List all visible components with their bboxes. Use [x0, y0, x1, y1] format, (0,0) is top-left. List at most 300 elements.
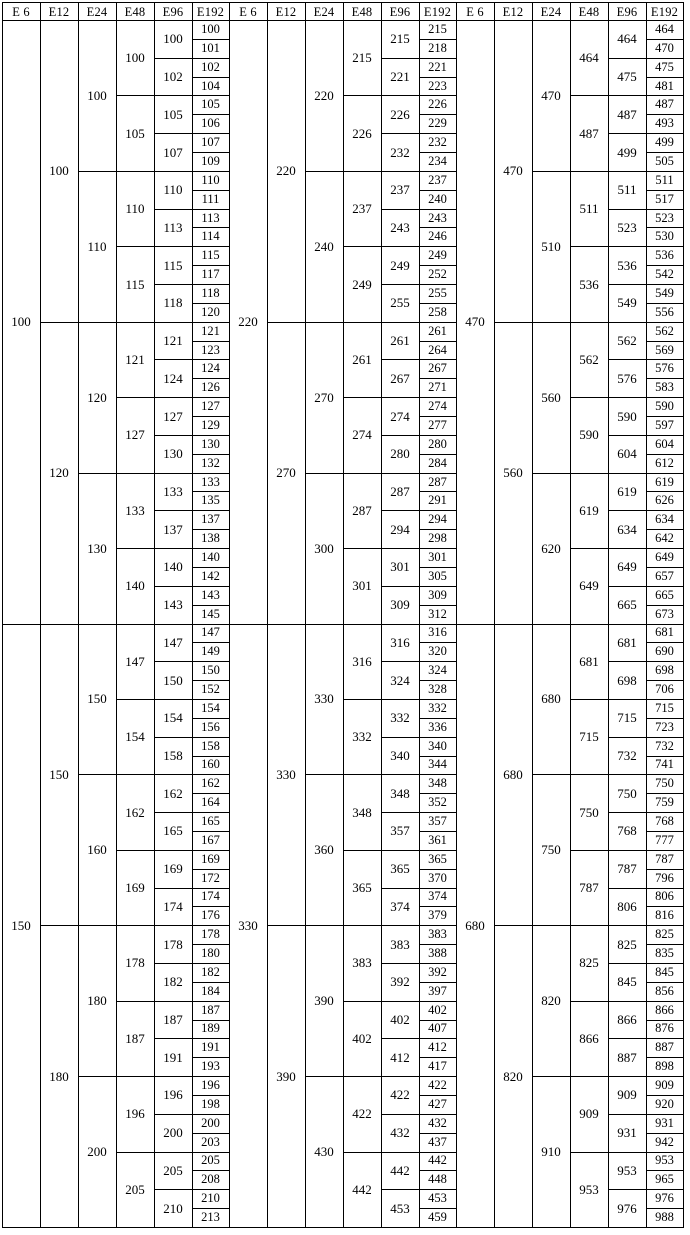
- e192-cell: 246: [428, 229, 447, 244]
- e48-cell: 536: [579, 276, 599, 292]
- header-e96: E96: [389, 4, 411, 19]
- e192-cell: 198: [201, 1096, 220, 1111]
- e96-cell: 249: [390, 257, 410, 273]
- e6-cell: 680: [465, 917, 485, 933]
- e192-row-divider: [192, 1020, 230, 1021]
- e192-row-divider: [419, 548, 457, 549]
- e192-cell: 665: [655, 587, 674, 602]
- e192-cell: 102: [201, 59, 220, 74]
- e96-cell: 348: [390, 785, 410, 801]
- e192-cell: 264: [428, 342, 447, 357]
- e192-cell: 147: [201, 625, 220, 640]
- e192-row-divider: [419, 1208, 457, 1209]
- e24-cell: 560: [541, 389, 561, 405]
- e192-row-divider: [419, 1076, 457, 1077]
- e24-cell: 180: [87, 993, 107, 1009]
- e192-row-divider: [646, 152, 684, 153]
- e192-cell: 145: [201, 606, 220, 621]
- e192-row-divider: [192, 888, 230, 889]
- e48-cell: 133: [125, 502, 145, 518]
- e192-cell: 422: [428, 1078, 447, 1093]
- e192-cell: 178: [201, 927, 220, 942]
- e96-cell: 732: [617, 748, 637, 764]
- e48-cell: 301: [352, 578, 372, 594]
- e192-cell: 174: [201, 889, 220, 904]
- e192-row-divider: [646, 284, 684, 285]
- e192-cell: 612: [655, 455, 674, 470]
- column-divider: [305, 2, 306, 1228]
- e96-cell: 287: [390, 483, 410, 499]
- e192-row-divider: [419, 812, 457, 813]
- e192-cell: 160: [201, 757, 220, 772]
- e96-cell: 309: [390, 597, 410, 613]
- e192-row-divider: [192, 95, 230, 96]
- e192-cell: 511: [655, 172, 674, 187]
- e192-cell: 649: [655, 549, 674, 564]
- column-divider: [456, 2, 457, 1228]
- e192-cell: 352: [428, 795, 447, 810]
- e24-cell: 680: [541, 691, 561, 707]
- e192-row-divider: [419, 473, 457, 474]
- e192-cell: 392: [428, 964, 447, 979]
- e96-cell: 301: [390, 559, 410, 575]
- e192-row-divider: [646, 605, 684, 606]
- e192-row-divider: [646, 1152, 684, 1153]
- e24-cell: 270: [314, 389, 334, 405]
- e96-cell: 619: [617, 483, 637, 499]
- e12-cell: 390: [276, 1068, 296, 1084]
- e192-row-divider: [646, 718, 684, 719]
- e96-cell: 165: [163, 823, 183, 839]
- e192-cell: 234: [428, 153, 447, 168]
- e192-row-divider: [646, 642, 684, 643]
- e48-cell: 511: [579, 201, 599, 217]
- e48-cell: 590: [579, 427, 599, 443]
- header-e6: E 6: [239, 4, 257, 19]
- e48-cell: 825: [579, 955, 599, 971]
- e96-cell: 169: [163, 861, 183, 877]
- e192-cell: 149: [201, 644, 220, 659]
- e24-cell: 100: [87, 87, 107, 103]
- e192-row-divider: [646, 359, 684, 360]
- e192-cell: 626: [655, 493, 674, 508]
- e96-cell: 953: [617, 1162, 637, 1178]
- column-divider: [267, 2, 268, 1228]
- e192-row-divider: [192, 397, 230, 398]
- e96-cell: 127: [163, 408, 183, 424]
- e96-cell: 150: [163, 672, 183, 688]
- e192-row-divider: [646, 1170, 684, 1171]
- e192-cell: 348: [428, 776, 447, 791]
- e96-cell: 174: [163, 898, 183, 914]
- e192-cell: 232: [428, 135, 447, 150]
- e192-cell: 143: [201, 587, 220, 602]
- e192-row-divider: [192, 1057, 230, 1058]
- column-divider: [494, 2, 495, 1228]
- e192-row-divider: [192, 341, 230, 342]
- e192-row-divider: [419, 642, 457, 643]
- e96-cell: 280: [390, 446, 410, 462]
- e192-cell: 101: [201, 40, 220, 55]
- e192-cell: 100: [201, 21, 220, 36]
- e192-cell: 475: [655, 59, 674, 74]
- e192-cell: 361: [428, 832, 447, 847]
- e192-cell: 768: [655, 814, 674, 829]
- e192-row-divider: [419, 114, 457, 115]
- e192-row-divider: [646, 529, 684, 530]
- e192-cell: 590: [655, 399, 674, 414]
- e192-cell: 114: [201, 229, 220, 244]
- e96-cell: 118: [163, 295, 183, 311]
- e192-cell: 111: [201, 191, 220, 206]
- e192-row-divider: [419, 888, 457, 889]
- e192-cell: 453: [428, 1191, 447, 1206]
- e192-cell: 427: [428, 1096, 447, 1111]
- e192-row-divider: [192, 1208, 230, 1209]
- e192-row-divider: [646, 95, 684, 96]
- e96-cell: 453: [390, 1200, 410, 1216]
- e192-cell: 240: [428, 191, 447, 206]
- e192-cell: 965: [655, 1172, 674, 1187]
- e192-cell: 673: [655, 606, 674, 621]
- e48-cell: 316: [352, 653, 372, 669]
- e192-cell: 920: [655, 1096, 674, 1111]
- e192-row-divider: [419, 1114, 457, 1115]
- e192-row-divider: [419, 1038, 457, 1039]
- e192-row-divider: [646, 341, 684, 342]
- e192-row-divider: [646, 586, 684, 587]
- e192-cell: 142: [201, 568, 220, 583]
- e192-cell: 113: [201, 210, 220, 225]
- e192-row-divider: [646, 454, 684, 455]
- e192-row-divider: [646, 209, 684, 210]
- e192-row-divider: [646, 548, 684, 549]
- e192-row-divider: [192, 303, 230, 304]
- e192-cell: 787: [655, 851, 674, 866]
- e192-row-divider: [646, 303, 684, 304]
- e192-cell: 124: [201, 361, 220, 376]
- e192-row-divider: [192, 473, 230, 474]
- e192-cell: 706: [655, 682, 674, 696]
- e12-cell: 560: [503, 465, 523, 481]
- e192-row-divider: [646, 774, 684, 775]
- e192-cell: 442: [428, 1153, 447, 1168]
- e192-cell: 152: [201, 682, 220, 696]
- e96-cell: 806: [617, 898, 637, 914]
- header-e24: E24: [540, 4, 562, 19]
- e24-cell: 220: [314, 87, 334, 103]
- e192-row-divider: [646, 171, 684, 172]
- e48-cell: 866: [579, 1030, 599, 1046]
- e48-cell: 147: [125, 653, 145, 669]
- e192-row-divider: [646, 1057, 684, 1058]
- e192-row-divider: [192, 190, 230, 191]
- e192-row-divider: [192, 322, 230, 323]
- e192-row-divider: [646, 77, 684, 78]
- e192-cell: 898: [655, 1059, 674, 1074]
- e192-cell: 243: [428, 210, 447, 225]
- e48-cell: 909: [579, 1106, 599, 1122]
- e24-cell: 510: [541, 238, 561, 254]
- e192-row-divider: [192, 1038, 230, 1039]
- e24-cell: 430: [314, 1144, 334, 1160]
- e48-cell: 226: [352, 125, 372, 141]
- e192-row-divider: [646, 510, 684, 511]
- e192-row-divider: [646, 1038, 684, 1039]
- e192-row-divider: [419, 906, 457, 907]
- e192-cell: 383: [428, 927, 447, 942]
- e12-cell: 100: [49, 163, 69, 179]
- e96-cell: 365: [390, 861, 410, 877]
- header-e48: E48: [578, 4, 600, 19]
- e192-row-divider: [419, 359, 457, 360]
- e192-cell: 604: [655, 436, 674, 451]
- e192-cell: 221: [428, 59, 447, 74]
- e96-cell: 205: [163, 1162, 183, 1178]
- e192-row-divider: [192, 605, 230, 606]
- e192-row-divider: [192, 77, 230, 78]
- e192-cell: 336: [428, 719, 447, 734]
- e192-row-divider: [419, 152, 457, 153]
- e192-row-divider: [192, 1133, 230, 1134]
- e96-cell: 432: [390, 1125, 410, 1141]
- e192-cell: 138: [201, 531, 220, 546]
- e96-cell: 267: [390, 370, 410, 386]
- e192-row-divider: [419, 567, 457, 568]
- e192-row-divider: [419, 39, 457, 40]
- e192-row-divider: [192, 265, 230, 266]
- e192-row-divider: [192, 982, 230, 983]
- e48-cell: 422: [352, 1106, 372, 1122]
- e192-row-divider: [646, 737, 684, 738]
- e96-cell: 698: [617, 672, 637, 688]
- e192-row-divider: [419, 435, 457, 436]
- e6-cell: 330: [238, 917, 258, 933]
- e192-row-divider: [192, 114, 230, 115]
- e192-cell: 866: [655, 1002, 674, 1017]
- e192-row-divider: [192, 850, 230, 851]
- e192-row-divider: [192, 737, 230, 738]
- e192-row-divider: [419, 1095, 457, 1096]
- e192-cell: 167: [201, 832, 220, 847]
- e96-cell: 133: [163, 483, 183, 499]
- e48-cell: 187: [125, 1030, 145, 1046]
- e192-row-divider: [192, 491, 230, 492]
- e48-cell: 442: [352, 1181, 372, 1197]
- e24-cell: 240: [314, 238, 334, 254]
- e192-row-divider: [419, 925, 457, 926]
- e12-cell: 820: [503, 1068, 523, 1084]
- e192-row-divider: [419, 397, 457, 398]
- e192-cell: 374: [428, 889, 447, 904]
- e192-row-divider: [192, 246, 230, 247]
- e96-cell: 383: [390, 936, 410, 952]
- e96-cell: 140: [163, 559, 183, 575]
- e192-row-divider: [419, 963, 457, 964]
- e192-row-divider: [419, 227, 457, 228]
- e192-row-divider: [192, 378, 230, 379]
- e192-row-divider: [192, 624, 230, 625]
- e192-row-divider: [646, 58, 684, 59]
- e192-cell: 437: [428, 1134, 447, 1149]
- e192-row-divider: [192, 171, 230, 172]
- e192-cell: 298: [428, 531, 447, 546]
- e192-row-divider: [419, 1020, 457, 1021]
- e192-cell: 681: [655, 625, 674, 640]
- e192-cell: 750: [655, 776, 674, 791]
- e96-cell: 274: [390, 408, 410, 424]
- e192-cell: 287: [428, 474, 447, 489]
- e192-row-divider: [192, 1076, 230, 1077]
- e96-cell: 825: [617, 936, 637, 952]
- e24-cell: 110: [87, 238, 107, 254]
- e192-row-divider: [419, 699, 457, 700]
- header-e6: E 6: [12, 4, 30, 19]
- e192-row-divider: [646, 1114, 684, 1115]
- e192-row-divider: [646, 680, 684, 681]
- e96-cell: 232: [390, 144, 410, 160]
- e192-cell: 619: [655, 474, 674, 489]
- e192-row-divider: [646, 378, 684, 379]
- e192-cell: 205: [201, 1153, 220, 1168]
- e96-cell: 255: [390, 295, 410, 311]
- e96-cell: 422: [390, 1087, 410, 1103]
- e192-row-divider: [192, 699, 230, 700]
- e192-cell: 536: [655, 248, 674, 263]
- e192-cell: 448: [428, 1172, 447, 1187]
- e192-cell: 909: [655, 1078, 674, 1093]
- e192-cell: 931: [655, 1115, 674, 1130]
- e192-row-divider: [646, 906, 684, 907]
- e192-cell: 412: [428, 1040, 447, 1055]
- e48-cell: 261: [352, 351, 372, 367]
- e192-row-divider: [192, 152, 230, 153]
- e48-cell: 127: [125, 427, 145, 443]
- e192-cell: 856: [655, 983, 674, 998]
- e96-cell: 464: [617, 31, 637, 47]
- e192-cell: 164: [201, 795, 220, 810]
- e192-cell: 542: [655, 267, 674, 282]
- e192-row-divider: [646, 850, 684, 851]
- e192-cell: 481: [655, 78, 674, 93]
- e48-cell: 274: [352, 427, 372, 443]
- header-e48: E48: [351, 4, 373, 19]
- e192-row-divider: [192, 906, 230, 907]
- e48-cell: 154: [125, 729, 145, 745]
- header-e24: E24: [86, 4, 108, 19]
- e48-cell: 115: [125, 276, 145, 292]
- e96-cell: 549: [617, 295, 637, 311]
- e192-cell: 487: [655, 97, 674, 112]
- e192-cell: 104: [201, 78, 220, 93]
- e192-row-divider: [419, 605, 457, 606]
- e192-row-divider: [192, 529, 230, 530]
- e192-row-divider: [646, 227, 684, 228]
- e192-row-divider: [419, 1152, 457, 1153]
- e192-cell: 284: [428, 455, 447, 470]
- e192-cell: 698: [655, 663, 674, 678]
- e192-cell: 777: [655, 832, 674, 847]
- e48-cell: 487: [579, 125, 599, 141]
- e192-cell: 690: [655, 644, 674, 659]
- e48-cell: 169: [125, 880, 145, 896]
- e192-row-divider: [646, 793, 684, 794]
- e192-row-divider: [419, 529, 457, 530]
- e192-row-divider: [192, 58, 230, 59]
- e192-cell: 309: [428, 587, 447, 602]
- e192-row-divider: [192, 209, 230, 210]
- e96-cell: 976: [617, 1200, 637, 1216]
- e48-cell: 110: [125, 201, 145, 217]
- e192-row-divider: [419, 491, 457, 492]
- e192-cell: 280: [428, 436, 447, 451]
- e192-row-divider: [419, 661, 457, 662]
- e192-cell: 365: [428, 851, 447, 866]
- e96-cell: 121: [163, 333, 183, 349]
- e192-row-divider: [192, 284, 230, 285]
- e192-row-divider: [192, 586, 230, 587]
- e192-cell: 569: [655, 342, 674, 357]
- e192-cell: 328: [428, 682, 447, 696]
- e192-cell: 357: [428, 814, 447, 829]
- e96-cell: 374: [390, 898, 410, 914]
- e24-cell: 200: [87, 1144, 107, 1160]
- e192-row-divider: [192, 793, 230, 794]
- header-e12: E12: [48, 4, 70, 19]
- header-e96: E96: [616, 4, 638, 19]
- e192-cell: 140: [201, 549, 220, 564]
- e192-cell: 200: [201, 1115, 220, 1130]
- e96-cell: 576: [617, 370, 637, 386]
- e192-cell: 129: [201, 417, 220, 432]
- e192-row-divider: [419, 378, 457, 379]
- e192-cell: 150: [201, 663, 220, 678]
- e96-cell: 845: [617, 974, 637, 990]
- e192-cell: 107: [201, 135, 220, 150]
- e192-cell: 210: [201, 1191, 220, 1206]
- e192-cell: 165: [201, 814, 220, 829]
- e48-cell: 249: [352, 276, 372, 292]
- e96-cell: 200: [163, 1125, 183, 1141]
- e192-cell: 301: [428, 549, 447, 564]
- e192-row-divider: [192, 567, 230, 568]
- e192-row-divider: [419, 756, 457, 757]
- e192-cell: 344: [428, 757, 447, 772]
- e96-cell: 750: [617, 785, 637, 801]
- e192-cell: 294: [428, 512, 447, 527]
- e24-cell: 130: [87, 540, 107, 556]
- e48-cell: 237: [352, 201, 372, 217]
- e192-row-divider: [419, 793, 457, 794]
- e192-row-divider: [192, 661, 230, 662]
- e192-row-divider: [192, 963, 230, 964]
- column-divider: [78, 2, 79, 1228]
- e48-cell: 715: [579, 729, 599, 745]
- e96-cell: 787: [617, 861, 637, 877]
- e96-cell: 562: [617, 333, 637, 349]
- e192-row-divider: [646, 963, 684, 964]
- e96-cell: 182: [163, 974, 183, 990]
- e192-cell: 252: [428, 267, 447, 282]
- e48-cell: 162: [125, 804, 145, 820]
- e192-cell: 741: [655, 757, 674, 772]
- e192-row-divider: [646, 114, 684, 115]
- e192-row-divider: [646, 831, 684, 832]
- e192-cell: 117: [201, 267, 220, 282]
- e192-row-divider: [419, 1057, 457, 1058]
- e96-cell: 187: [163, 1012, 183, 1028]
- e192-cell: 271: [428, 380, 447, 395]
